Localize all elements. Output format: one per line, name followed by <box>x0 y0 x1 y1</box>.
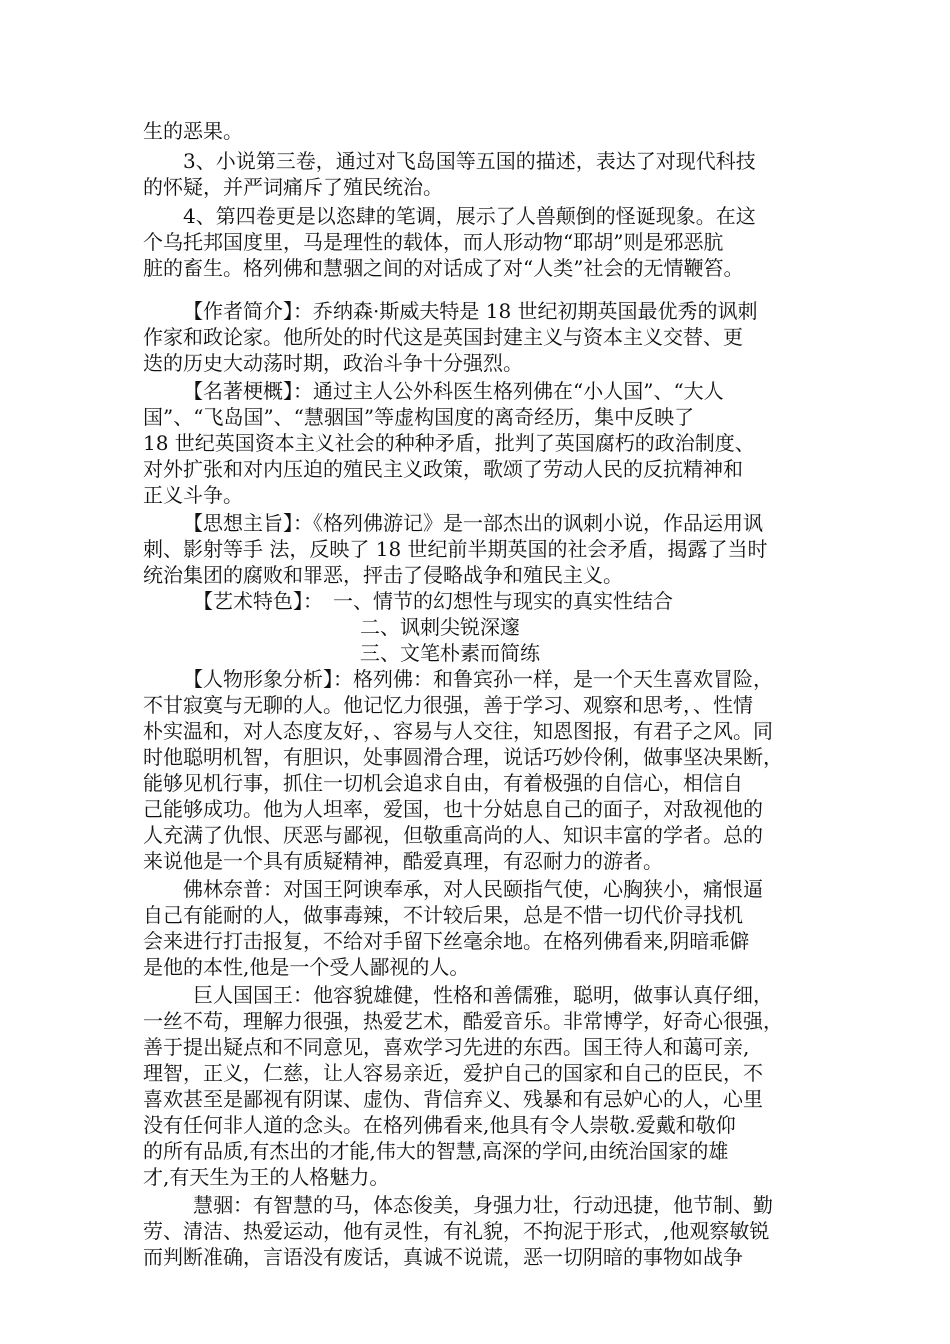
text-line: 脏的畜生。格列佛和慧骃之间的对话成了对“人类”社会的无情鞭笞。 <box>143 256 744 280</box>
text-line: 不甘寂寞与无聊的人。他记忆力很强，善于学习、观察和思考，、性情 <box>143 693 753 717</box>
text-line: 【作者简介】：乔纳森·斯威夫特是 18 世纪初期英国最优秀的讽刺 <box>183 299 758 323</box>
text-line: 人充满了仇恨、厌恶与鄙视，但敬重高尚的人、知识丰富的学者。总的 <box>143 823 763 847</box>
text-line: 己能够成功。他为人坦率，爱国，也十分姑息自己的面子，对敌视他的 <box>143 797 763 821</box>
text-line: 能够见机行事，抓住一切机会追求自由，有着极强的自信心，相信自 <box>143 771 743 795</box>
text-line: 【人物形象分析】：格列佛：和鲁宾孙一样，是一个天生喜欢冒险， <box>183 667 773 691</box>
text-line: 佛林奈普：对国王阿谀奉承，对人民颐指气使，心胸狭小，痛恨逼 <box>183 877 763 901</box>
text-line: 作家和政论家。他所处的时代这是英国封建主义与资本主义交替、更 <box>143 325 743 349</box>
text-line: 来说他是一个具有质疑精神，酷爱真理，有忍耐力的游者。 <box>143 849 663 873</box>
text-line: 善于提出疑点和不同意见，喜欢学习先进的东西。国王待人和蔼可亲, <box>143 1035 750 1059</box>
text-line: 理智，正义，仁慈，让人容易亲近，爱护自己的国家和自己的臣民，不 <box>143 1061 763 1085</box>
text-line: 生的恶果。 <box>143 119 243 143</box>
text-line: 刺、影射等手 法，反映了 18 世纪前半期英国的社会矛盾，揭露了当时 <box>143 537 768 561</box>
text-line: 对外扩张和对内压迫的殖民主义政策，歌颂了劳动人民的反抗精神和 <box>143 457 743 481</box>
text-line: 劳、清洁、热爱运动，他有灵性，有礼貌，不拘泥于形式，,他观察敏锐 <box>143 1219 770 1243</box>
text-line: 会来进行打击报复，不给对手留下丝毫余地。在格列佛看来,阴暗乖僻 <box>143 929 750 953</box>
text-line: 国”、“飞岛国”、“慧骃国”等虚构国度的离奇经历，集中反映了 <box>143 405 695 429</box>
text-line: 的所有品质,有杰出的才能,伟大的智慧,高深的学问,由统治国家的雄 <box>143 1139 729 1163</box>
text-line: 巨人国国王：他容貌雄健，性格和善儒雅，聪明，做事认真仔细， <box>193 983 773 1007</box>
text-line: 【名著梗概】：通过主人公外科医生格列佛在“小人国”、“大人 <box>183 379 724 403</box>
text-line: 正义斗争。 <box>143 483 243 507</box>
text-line: 而判断准确，言语没有废话，真诚不说谎，恶一切阴暗的事物如战争 <box>143 1245 743 1269</box>
text-line: 才,有天生为王的人格魅力。 <box>143 1165 390 1189</box>
text-line: 个乌托邦国度里，马是理性的载体，而人形动物“耶胡”则是邪恶肮 <box>143 230 724 254</box>
text-line: 慧骃：有智慧的马，体态俊美，身强力壮，行动迅捷，他节制、勤 <box>193 1193 773 1217</box>
text-line: 三、文笔朴素而简练 <box>360 641 540 665</box>
text-line: 【艺术特色】： 一、情节的幻想性与现实的真实性结合 <box>193 589 673 613</box>
text-line: 【思想主旨】：《格列佛游记》是一部杰出的讽刺小说，作品运用讽 <box>183 511 763 535</box>
text-line: 没有任何非人道的念头。在格列佛看来,他具有令人崇敬.爱戴和敬仰 <box>143 1113 736 1137</box>
text-line: 时他聪明机智，有胆识，处事圆滑合理，说话巧妙伶俐，做事坚决果断， <box>143 745 783 769</box>
text-line: 18 世纪英国资本主义社会的种种矛盾，批判了英国腐朽的政治制度、 <box>143 431 755 455</box>
text-line: 喜欢甚至是鄙视有阴谋、虚伪、背信弃义、残暴和有忌妒心的人，心里 <box>143 1087 763 1111</box>
text-line: 统治集团的腐败和罪恶，抨击了侵略战争和殖民主义。 <box>143 563 623 587</box>
text-line: 3、小说第三卷，通过对飞岛国等五国的描述，表达了对现代科技 <box>183 149 756 173</box>
text-line: 一丝不苟，理解力很强，热爱艺术，酷爱音乐。非常博学，好奇心很强， <box>143 1009 783 1033</box>
text-line: 二、讽刺尖锐深邃 <box>360 615 520 639</box>
text-line: 朴实温和，对人态度友好，、容易与人交往，知恩图报，有君子之风。同 <box>143 719 773 743</box>
text-line: 自己有能耐的人，做事毒辣，不计较后果，总是不惜一切代价寻找机 <box>143 903 743 927</box>
text-line: 迭的历史大动荡时期，政治斗争十分强烈。 <box>143 351 523 375</box>
text-line: 的怀疑，并严词痛斥了殖民统治。 <box>143 175 443 199</box>
text-line: 4、第四卷更是以恣肆的笔调，展示了人兽颠倒的怪诞现象。在这 <box>183 204 756 228</box>
text-line: 是他的本性,他是一个受人鄙视的人。 <box>143 955 470 979</box>
